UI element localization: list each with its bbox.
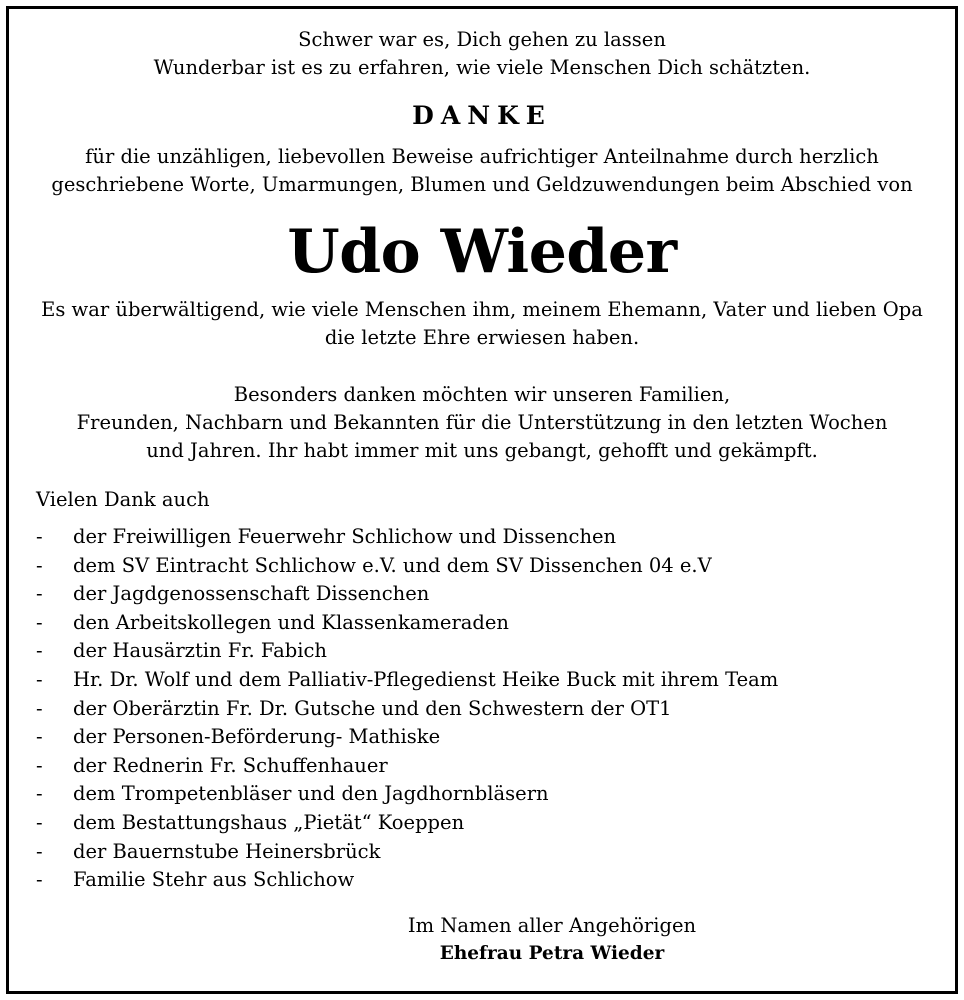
thanks-list: [36, 523, 778, 895]
list-item-text: der Freiwilligen Feuerwehr Schlichow und Dissenchen: [73, 525, 617, 548]
bullet-dash: -: [36, 696, 43, 720]
list-item-text: den Arbeitskollegen und Klassenkameraden: [73, 610, 509, 634]
list-item: [36, 523, 778, 552]
list-item: [36, 809, 778, 838]
heading-danke: DANKE: [412, 101, 552, 130]
closing-signature: [352, 912, 752, 968]
bullet-dash: -: [36, 610, 43, 634]
list-item: [36, 723, 778, 752]
list-item-text: Familie Stehr aus Schlichow: [73, 868, 355, 892]
bullet-dash: -: [36, 639, 43, 663]
list-item: [36, 552, 778, 581]
list-item-text: der Hausärztin Fr. Fabich: [73, 639, 327, 663]
list-item-text: der Bauernstube Heinersbrück: [73, 839, 381, 863]
paragraph-line: Es war überwältigend, wie viele Menschen ihm, meinem Ehemann, Vater und lieben Opa: [41, 298, 923, 321]
paragraph-line: Freunden, Nachbarn und Bekannten für die Unterstützung in den letzten Wochen: [76, 411, 888, 434]
paragraph-gratitude: [0, 296, 964, 352]
list-item-text: der Oberärztin Fr. Dr. Gutsche und den Schwestern der OT1: [73, 696, 672, 720]
deceased-name: Udo Wieder: [287, 217, 677, 287]
bullet-dash: -: [36, 753, 43, 777]
list-item-text: dem SV Eintracht Schlichow e.V. und dem SV Dissenchen 04 e.V: [73, 553, 712, 577]
list-item: [36, 695, 778, 724]
verse-line: Schwer war es, Dich gehen zu lassen: [298, 28, 666, 51]
list-item-text: der Jagdgenossenschaft Dissenchen: [73, 582, 430, 606]
verse-line: Wunderbar ist es zu erfahren, wie viele Menschen Dich schätzten.: [153, 56, 811, 79]
paragraph-family-thanks: [0, 381, 964, 465]
signer-name: Ehefrau Petra Wieder: [439, 943, 665, 964]
intro-line: für die unzähligen, liebevollen Beweise aufrichtiger Anteilnahme durch herzlich: [85, 145, 879, 168]
closing-line: Im Namen aller Angehörigen: [407, 914, 697, 937]
paragraph-line: Besonders danken möchten wir unseren Familien,: [233, 383, 731, 406]
list-item-text: der Personen-Beförderung- Mathiske: [73, 725, 441, 749]
verse: [0, 26, 964, 82]
intro-text: [0, 143, 964, 199]
list-item-text: Hr. Dr. Wolf und dem Palliativ-Pflegedienst Heike Buck mit ihrem Team: [73, 667, 779, 691]
list-item: [36, 780, 778, 809]
bullet-dash: -: [36, 725, 43, 749]
list-item-text: dem Trompetenbläser und den Jagdhornbläsern: [73, 782, 549, 806]
list-item: [36, 752, 778, 781]
list-item: [36, 609, 778, 638]
paragraph-line: und Jahren. Ihr habt immer mit uns gebangt, gehofft und gekämpft.: [146, 439, 818, 462]
bullet-dash: -: [36, 810, 43, 834]
list-item-text: dem Bestattungshaus „Pietät“ Koeppen: [73, 810, 465, 834]
bullet-dash: -: [36, 553, 43, 577]
list-item: [36, 637, 778, 666]
thanks-intro: Vielen Dank auch: [36, 488, 210, 511]
list-item-text: der Rednerin Fr. Schuffenhauer: [73, 753, 388, 777]
intro-line: geschriebene Worte, Umarmungen, Blumen und Geldzuwendungen beim Abschied von: [51, 173, 913, 196]
bullet-dash: -: [36, 582, 43, 606]
list-item: [36, 666, 778, 695]
bullet-dash: -: [36, 525, 43, 548]
list-item: [36, 866, 778, 895]
bullet-dash: -: [36, 839, 43, 863]
paragraph-line: die letzte Ehre erwiesen haben.: [324, 326, 640, 349]
bullet-dash: -: [36, 868, 43, 892]
bullet-dash: -: [36, 667, 43, 691]
list-item: [36, 838, 778, 867]
bullet-dash: -: [36, 782, 43, 806]
list-item: [36, 580, 778, 609]
